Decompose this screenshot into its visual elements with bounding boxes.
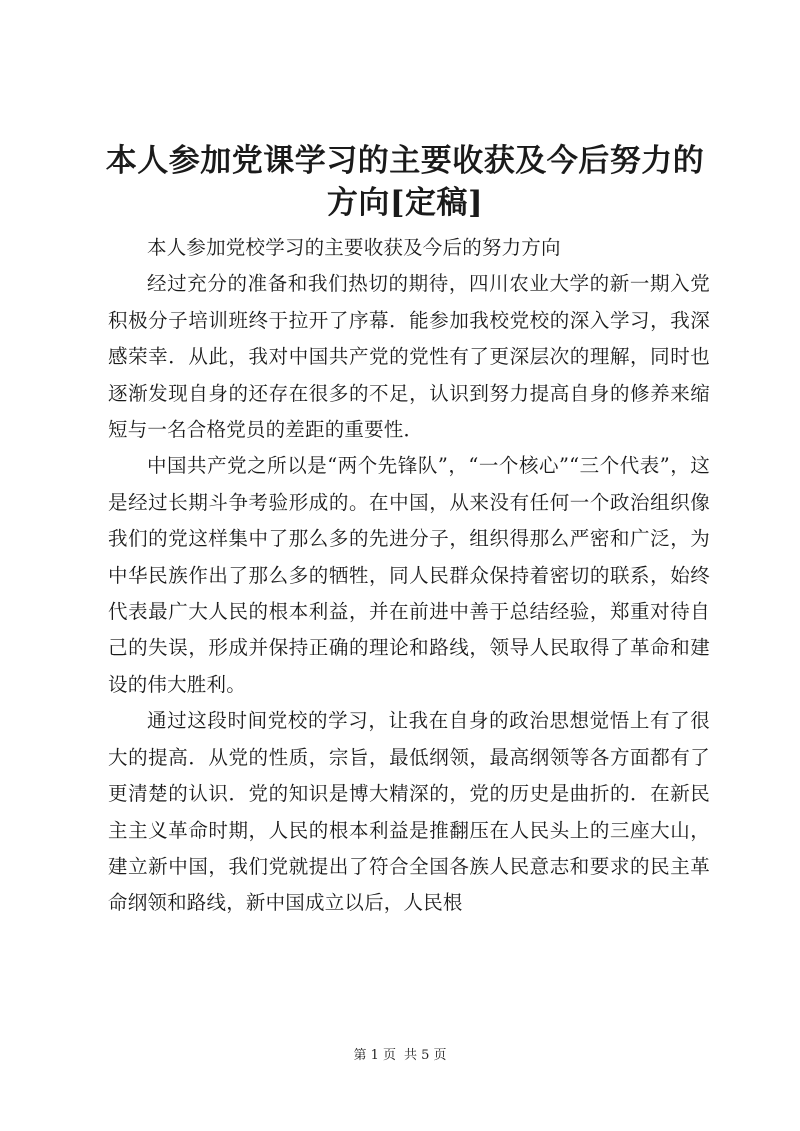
paragraph: 通过这段时间党校的学习，让我在自身的政治思想觉悟上有了很大的提高．从党的性质，宗旨，最低纲领，最高纲领等各方面都有了更清楚的认识．党的知识是博大精深的，党的历史是曲折的．在新民主主义革命时期，人民的根本利益是推翻压在人民头上的三座大山，建立新中国，我们党就提出了符合全国各族人民意志和要求的民主革命纲领和路线，新中国成立以后，人民根 bbox=[108, 709, 710, 915]
paragraph-subtitle: 本人参加党校学习的主要收获及今后的努力方向 bbox=[147, 236, 561, 259]
document-body bbox=[108, 230, 710, 922]
page-total: 共 5 页 bbox=[404, 1048, 447, 1063]
page-footer bbox=[0, 1047, 800, 1065]
page-number: 第 1 页 bbox=[353, 1048, 396, 1063]
document-title: 本人参加党课学习的主要收获及今后努力的方向[定稿] bbox=[105, 143, 705, 221]
paragraph: 中国共产党之所以是“两个先锋队”，“一个核心”“三个代表”，这是经过长期斗争考验形成的。在中国，从来没有任何一个政治组织像我们的党这样集中了那么多的先进分子，组织得那么严密和广泛，为中华民族作出了那么多的牺牲，同人民群众保持着密切的联系，始终代表最广大人民的根本利益，并在前进中善于总结经验，郑重对待自己的失误，形成并保持正确的理论和路线，领导人民取得了革命和建设的伟大胜利。 bbox=[108, 454, 710, 696]
paragraph: 经过充分的准备和我们热切的期待，四川农业大学的新一期入党积极分子培训班终于拉开了序幕．能参加我校党校的深入学习，我深感荣幸．从此，我对中国共产党的党性有了更深层次的理解，同时也逐渐发现自身的还存在很多的不足，认识到努力提高自身的修养来缩短与一名合格党员的差距的重要性． bbox=[108, 272, 710, 442]
